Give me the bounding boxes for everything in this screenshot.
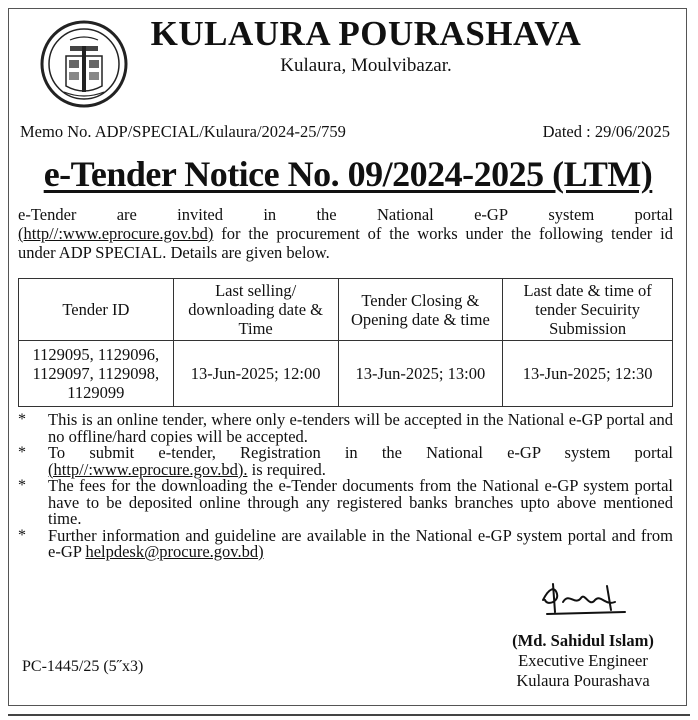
organization-address: Kulaura, Moulvibazar.: [280, 55, 452, 76]
intro-word: system: [548, 205, 595, 224]
bullet-text: To submit e-tender, Registration in the National e-GP system portal: [48, 443, 673, 462]
intro-word: e-Tender: [18, 205, 77, 224]
asterisk-bullet-icon: *: [18, 477, 26, 494]
instructions-list: [18, 412, 673, 561]
tender-schedule-table: [18, 278, 673, 407]
helpdesk-email: helpdesk@procure.gov.bd): [85, 542, 264, 561]
asterisk-bullet-icon: *: [18, 411, 26, 428]
list-item: [18, 445, 673, 478]
intro-word: National: [376, 205, 434, 224]
bullet-online-tender: This is an online tender, where only e-tenders will be accepted in the National e-GP portal and no offline/hard copies will be accepted.: [48, 410, 673, 446]
bullet-text: Further information and guideline are available in the National e-GP system portal and from e-GP: [48, 525, 673, 561]
intro-first-line: [18, 205, 673, 224]
eprocure-url: (http//:www.eprocure.gov.bd): [18, 224, 214, 243]
asterisk-bullet-icon: *: [18, 444, 26, 461]
header-closing-date: Tender Closing & Opening date & time: [338, 279, 503, 341]
header-security-date: Last date & time of tender Secuirity Submission: [503, 279, 673, 341]
list-item: [18, 412, 673, 445]
pourashava-emblem-icon: [40, 20, 128, 108]
memo-number: Memo No. ADP/SPECIAL/Kulaura/2024-25/759: [20, 122, 346, 141]
intro-paragraph: [18, 205, 673, 262]
cell-security-date: 13-Jun-2025; 12:30: [503, 341, 673, 407]
bullet-further-info: [48, 525, 673, 561]
bullet-registration: [48, 445, 673, 478]
signature-icon: [535, 576, 635, 622]
intro-word: invited: [177, 205, 223, 224]
signatory-office: Kulaura Pourashava: [516, 671, 650, 690]
table-header-row: [19, 279, 673, 341]
list-item: [18, 478, 673, 528]
table-row: [19, 341, 673, 407]
header-selling-date: Last selling/ downloading date & Time: [173, 279, 338, 341]
intro-word: are: [116, 205, 137, 224]
notice-title: e-Tender Notice No. 09/2024-2025 (LTM): [43, 154, 653, 194]
bottom-rule: [8, 714, 690, 716]
signatory-designation: Executive Engineer: [518, 651, 648, 670]
cell-closing-date: 13-Jun-2025; 13:00: [338, 341, 503, 407]
cell-tender-ids: 1129095, 1129096, 1129097, 1129098, 1129099: [19, 341, 174, 407]
cell-selling-date: 13-Jun-2025; 12:00: [173, 341, 338, 407]
intro-word: the: [316, 205, 337, 224]
bullet-fees: The fees for the downloading the e-Tender documents from the National e-GP system portal have to be deposited online through any registered banks branches upto above mentioned time.: [48, 476, 673, 528]
asterisk-bullet-icon: *: [18, 526, 26, 544]
pc-reference: PC-1445/25 (5˝x3): [22, 658, 144, 675]
bullet-text: is required.: [247, 459, 326, 479]
intro-rest: [18, 224, 673, 262]
intro-word: e-GP: [474, 205, 509, 224]
intro-word: portal: [634, 205, 673, 224]
signatory-name: (Md. Sahidul Islam): [512, 631, 654, 650]
organization-name: KULAURA POURASHAVA: [150, 14, 582, 53]
intro-word: in: [263, 205, 277, 224]
header-tender-id: Tender ID: [19, 279, 174, 341]
intro-rest-text: for the procurement of the works under the following tender id under ADP SPECIAL. Details are given below.: [18, 224, 673, 262]
eprocure-url: (http//:www.eprocure.gov.bd).: [48, 459, 248, 479]
list-item: [18, 525, 673, 561]
memo-date: Dated : 29/06/2025: [542, 122, 670, 141]
